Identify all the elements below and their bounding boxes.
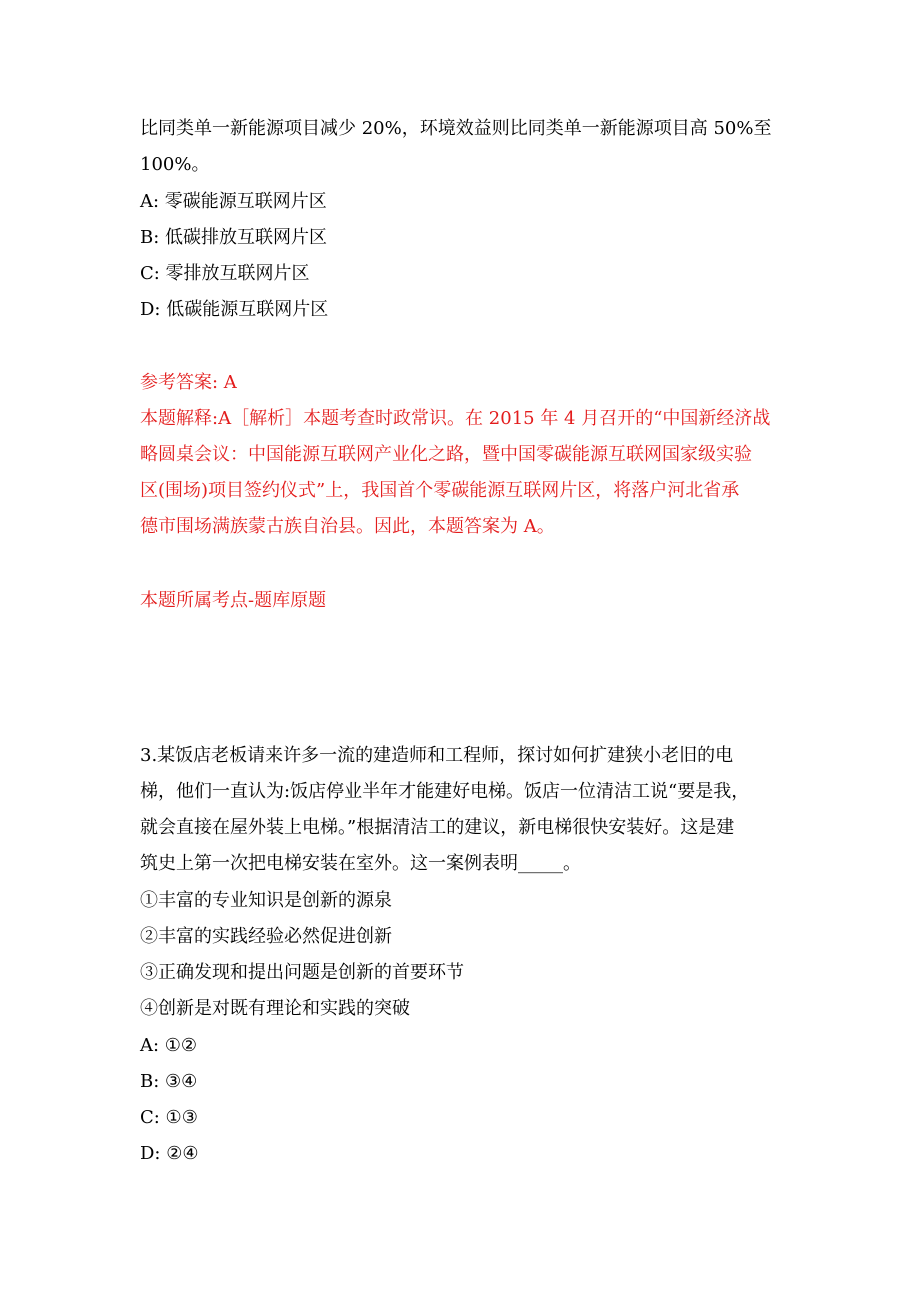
question-stem-line: 就会直接在屋外装上电梯。”根据清洁工的建议，新电梯很快安装好。这是建 — [140, 817, 735, 838]
statement-1: ①丰富的专业知识是创新的源泉 — [140, 890, 392, 911]
topic-note: 本题所属考点-题库原题 — [140, 590, 327, 611]
option-d: D: ②④ — [140, 1143, 199, 1164]
question-stem-line: 梯，他们一直认为:饭店停业半年才能建好电梯。饭店一位清洁工说“要是我， — [140, 781, 750, 802]
statement-2: ②丰富的实践经验必然促进创新 — [140, 926, 392, 947]
statement-4: ④创新是对既有理论和实践的突破 — [140, 998, 410, 1019]
explanation-line: 本题解释:A［解析］本题考查时政常识。在 2015 年 4 月召开的“中国新经济战 — [140, 408, 771, 429]
statement-3: ③正确发现和提出问题是创新的首要环节 — [140, 962, 464, 983]
explanation-line: 区(围场)项目签约仪式”上，我国首个零碳能源互联网片区，将落户河北省承 — [140, 480, 740, 501]
option-d: D: 低碳能源互联网片区 — [140, 299, 329, 320]
question-stem-line: 比同类单一新能源项目减少 20%，环境效益则比同类单一新能源项目高 50%至 — [140, 118, 772, 139]
option-c: C: ①③ — [140, 1107, 198, 1128]
option-c: C: 零排放互联网片区 — [140, 263, 310, 284]
question-stem-line: 3.某饭店老板请来许多一流的建造师和工程师，探讨如何扩建狭小老旧的电 — [140, 745, 734, 766]
option-a: A: ①② — [140, 1035, 198, 1056]
reference-answer: 参考答案: A — [140, 372, 237, 393]
explanation-line: 略圆桌会议：中国能源互联网产业化之路，暨中国零碳能源互联网国家级实验 — [140, 444, 752, 465]
option-b: B: ③④ — [140, 1071, 198, 1092]
option-b: B: 低碳排放互联网片区 — [140, 227, 328, 248]
question-stem-line: 筑史上第一次把电梯安装在室外。这一案例表明_____。 — [140, 853, 581, 874]
option-a: A: 零碳能源互联网片区 — [140, 191, 327, 212]
explanation-line: 德市围场满族蒙古族自治县。因此，本题答案为 A。 — [140, 516, 555, 537]
question-stem-line: 100%。 — [140, 154, 210, 175]
